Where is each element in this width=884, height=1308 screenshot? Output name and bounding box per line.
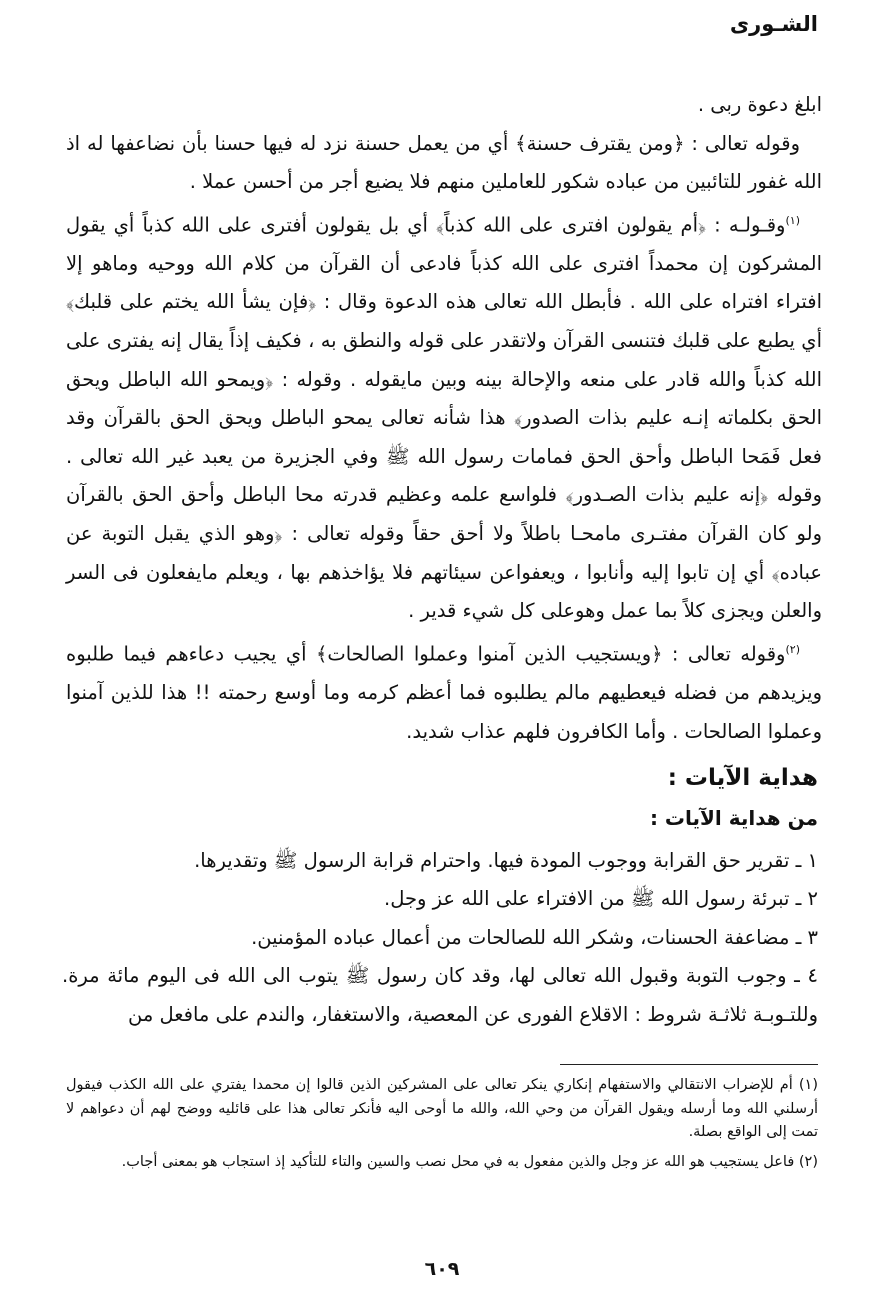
footnote-2: (٢) فاعل يستجيب هو الله عز وجل والذين مفعول به في محل نصب والسين والتاء للتأكيد إذ استجاب هو بمعنى أجاب. [121, 1153, 818, 1170]
running-header-title: الشـورى [729, 12, 818, 36]
footnote-marker-2: (٢) [785, 642, 800, 656]
footnotes [66, 1074, 818, 1180]
paragraph-3-text: وقـولـه : ﴿أم يقولون افترى على الله كذباً﴾ أي بل يقولون أفترى على الله كذباً أي يقول المشركون إن محمداً افترى على الله كذباً فادعى أن القرآن من كلام الله ووحيه وماهو إلا افتراء افتراه على الله . فأبطل الله تعالى هذه الدعوة وقال : ﴿فإن يشأ الله يختم على قلبك﴾ أي يطبع على قلبك فتنسى القرآن ولاتقدر على قوله والنطق به ، فكيف إذاً يقال إنه يفترى على الله كذباً والله قادر على منعه والإحالة بينه وبين مايقوله . وقوله : ﴿ويمحو الله الباطل ويحق الحق بكلماته إنـه عليم بذات الصدور﴾ هذا شأنه تعالى يمحو الباطل ويحق الحق بالقرآن وقد فعل فَمَحا الباطل وأحق الحق فمامات رسول الله ﷺ وفي الجزيرة من يعبد غير الله تعالى . وقوله ﴿إنه عليم بذات الصـدور﴾ فلواسع علمه وعظيم قدرته محا الباطل وأحق الحق بالقرآن ولو كان القرآن مفتـرى مامحـا باطلاً ولا أحق حقاً وقوله تعالى : ﴿وهو الذي يقبل التوبة عن عباده﴾ أي إن تابوا إليه وأنابوا ، ويعفواعن سيئاتهم فلا يؤاخذهم بها ، ويعلم مايفعلون فى السر والعلن ويجزى كلاً بما عمل وهوعلى كل شيء قدير . [66, 213, 822, 623]
main-body-text [66, 86, 822, 751]
paragraph-3 [66, 202, 822, 631]
footnote-1: (١) أم للإضراب الانتقالي والاستفهام إنكاري ينكر تعالى على المشركين الذين قالوا إن محمدا يفتري على الله الكذب فيقول أرسلني الله وما أرسله ويقول القرآن من وحي الله، والله ما أوحى اليه فأنكر تعالى هذا على قائليه ووضح لهم أن دعواهم لا تمت إلى الواقع بصلة. [66, 1077, 818, 1141]
paragraph-2: وقوله تعالى : ﴿ومن يقترف حسنة﴾ أي من يعمل حسنة نزد له فيها حسنا بأن نضاعفها له اذ الله غفور للتائبين من عباده شكور للعاملين منهم فلا يضيع أجر من أحسن عملا . [66, 131, 822, 194]
paragraph-4-text: وقوله تعالى : ﴿ويستجيب الذين آمنوا وعملوا الصالحات﴾ أي يجيب دعاءهم فيما طلبوه ويزيدهم من فضله فيعطيهم مالم يطلبوه فما أعظم كرمه وما أوسع رحمته !! هذا للذين آمنوا وعملوا الصالحات . وأما الكافرون فلهم عذاب شديد. [66, 642, 822, 743]
footnote-separator [560, 1064, 818, 1065]
guidance-point-4: ٤ ـ وجوب التوبة وقبول الله تعالى لها، وقد كان رسول ﷺ يتوب الى الله فى اليوم مائة مرة. وللتـوبـة ثلاثـة شروط : الاقلاع الفورى عن المعصية، والاستغفار، والندم على مافعل من [62, 964, 818, 1026]
section-heading: هداية الآيات : [667, 765, 818, 791]
footnote-marker-1: (١) [785, 213, 800, 227]
guidance-point-3: ٣ ـ مضاعفة الحسنات، وشكر الله للصالحات من أعمال عباده المؤمنين. [251, 925, 818, 949]
guidance-point-2: ٢ ـ تبرئة رسول الله ﷺ من الافتراء على الله عز وجل. [384, 887, 818, 911]
paragraph-4 [66, 631, 822, 751]
section-subheading: من هداية الآيات : [649, 806, 818, 830]
paragraph-1: ابلغ دعوة ربى . [697, 93, 822, 116]
guidance-points-list [62, 842, 818, 1034]
guidance-point-1: ١ ـ تقرير حق القرابة ووجوب المودة فيها. واحترام قرابة الرسول ﷺ وتقديرها. [194, 849, 818, 872]
page-number: ٦٠٩ [424, 1258, 460, 1280]
